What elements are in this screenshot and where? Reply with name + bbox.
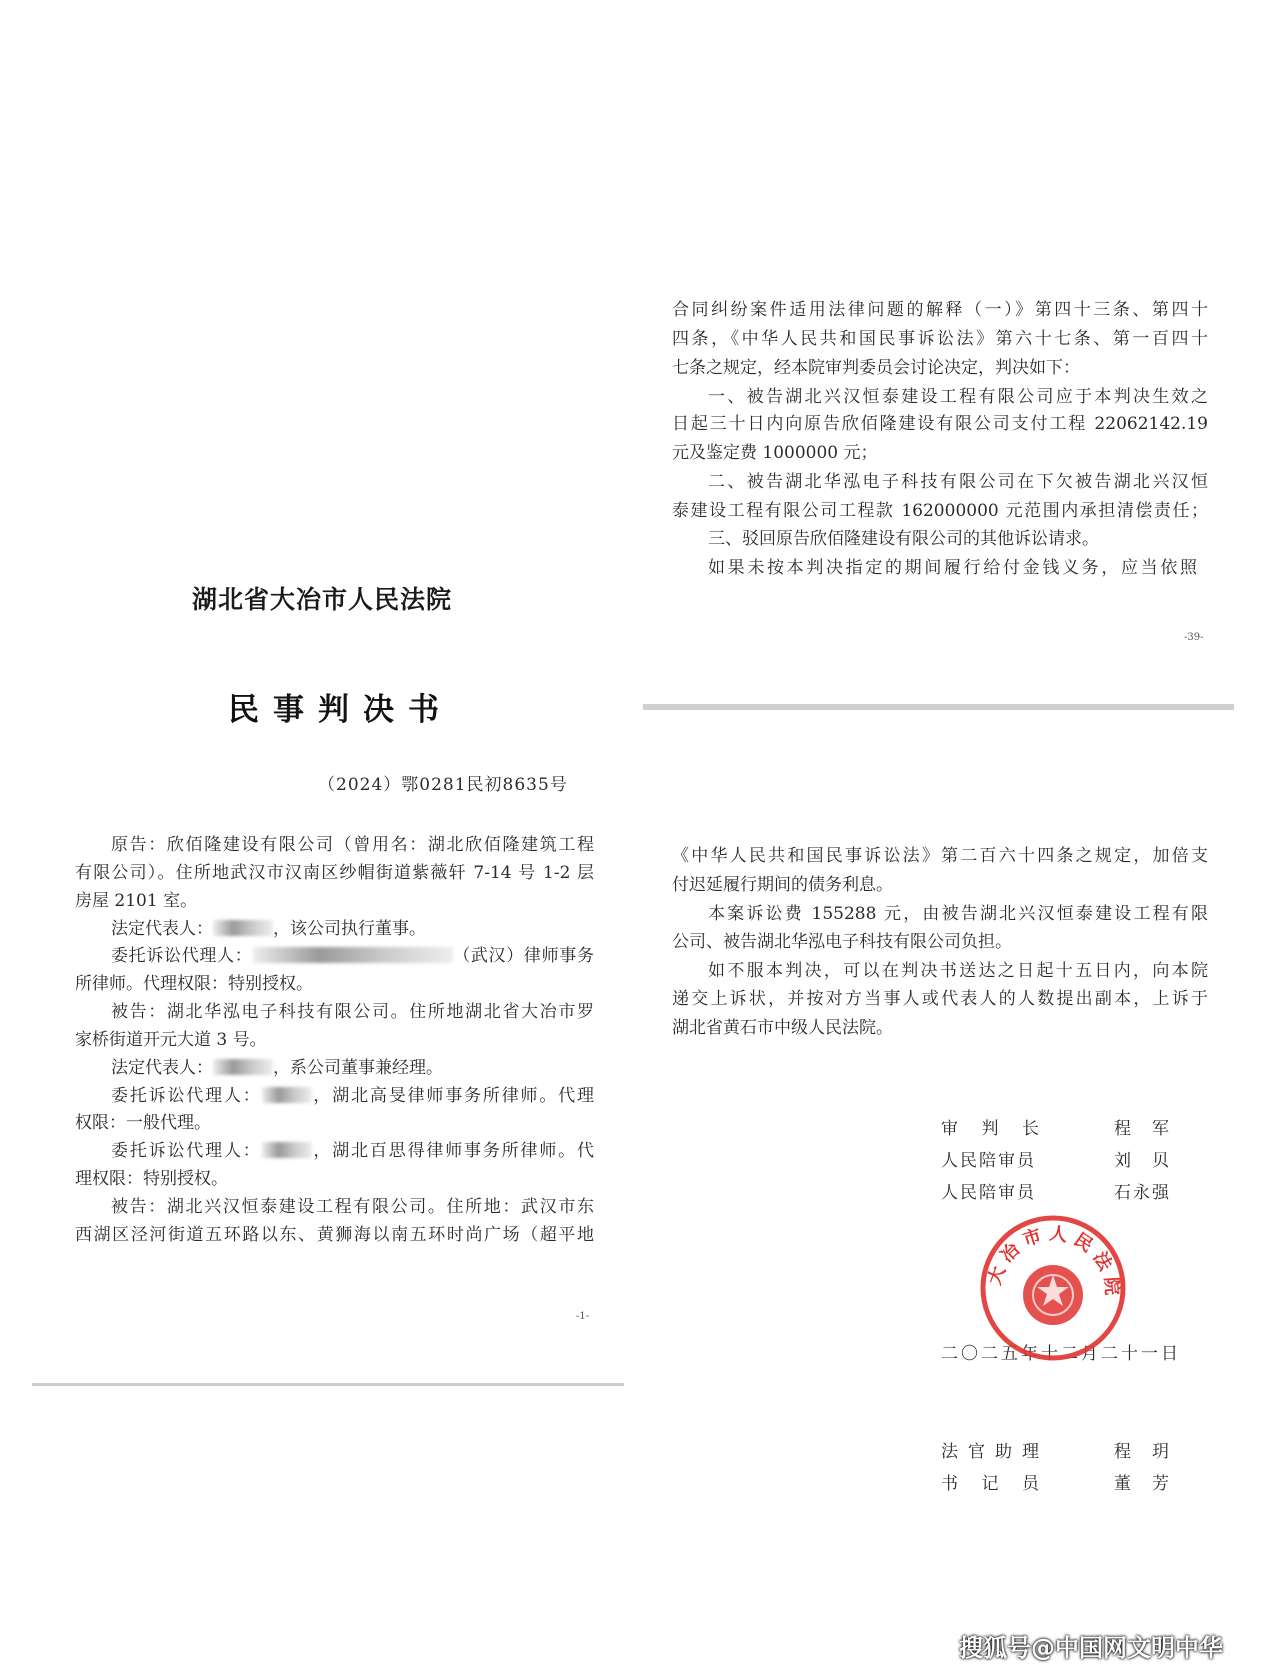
- text-line: 一、被告湖北兴汉恒泰建设工程有限公司应于本判决生效之: [708, 387, 1208, 407]
- text: ，该公司执行董事。: [273, 919, 426, 939]
- text-line: 元及鉴定费 1000000 元；: [672, 443, 878, 463]
- text: ，湖北百思得律师事务所律师。代: [311, 1141, 595, 1161]
- page-number: -39-: [1184, 632, 1204, 643]
- page-divider: [32, 1383, 624, 1386]
- text-line: [75, 945, 594, 967]
- label: 委托诉讼代理人：: [111, 1141, 262, 1161]
- text-line: 《中华人民共和国民事诉讼法》第二百六十四条之规定，加倍支: [672, 846, 1208, 866]
- signature-role: 人民陪审员: [941, 1183, 1036, 1203]
- clerk-name: 程 玥: [1114, 1442, 1171, 1462]
- text-line: 七条之规定，经本院审判委员会讨论决定，判决如下：: [672, 358, 1080, 378]
- text-line: [75, 1140, 594, 1162]
- text-line: 权限：一般代理。: [75, 1113, 211, 1133]
- text-line: [75, 1057, 594, 1079]
- text: ，系公司董事兼经理。: [273, 1058, 443, 1078]
- signature-role: 审 判 长: [941, 1119, 1041, 1139]
- text-line: 房屋 2101 室。: [75, 891, 198, 911]
- text-line: 递交上诉状，并按对方当事人或代表人的人数提出副本，上诉于: [672, 989, 1208, 1009]
- judgment-date: 二〇二五年十二月二十一日: [941, 1344, 1181, 1364]
- redacted-name: [262, 1087, 312, 1103]
- text-line: 二、被告湖北华泓电子科技有限公司在下欠被告湖北兴汉恒: [708, 472, 1208, 492]
- redacted-name: [262, 1142, 312, 1158]
- text-line: 被告：湖北华泓电子科技有限公司。住所地湖北省大冶市罗: [111, 1002, 594, 1022]
- text-line: 三、驳回原告欣佰隆建设有限公司的其他诉讼请求。: [708, 529, 1099, 549]
- label: 法定代表人：: [111, 1058, 213, 1078]
- text-line: 理权限：特别授权。: [75, 1169, 228, 1189]
- text-line: 合同纠纷案件适用法律问题的解释（一）》第四十三条、第四十: [672, 300, 1208, 320]
- svg-text:大冶市人民法院: 大冶市人民法院: [984, 1222, 1123, 1302]
- signature-role: 人民陪审员: [941, 1151, 1036, 1171]
- page-divider: [643, 704, 1234, 710]
- clerk-role: 法官助理: [941, 1442, 1041, 1462]
- redacted-name: [253, 947, 453, 963]
- text-line: 日起三十日内向原告欣佰隆建设有限公司支付工程 22062142.19: [672, 414, 1208, 434]
- text-line: 原告：欣佰隆建设有限公司（曾用名：湖北欣佰隆建筑工程: [111, 835, 594, 855]
- text-line: 如果未按本判决指定的期间履行给付金钱义务，应当依照: [708, 558, 1197, 578]
- text-line: [75, 1085, 594, 1107]
- clerk-name: 董 芳: [1114, 1474, 1171, 1494]
- clerk-role: 书 记 员: [941, 1474, 1041, 1494]
- court-seal-icon: [978, 1213, 1128, 1363]
- watermark: 搜狐号@中国网文明中华: [959, 1634, 1223, 1662]
- signature-name: 刘 贝: [1114, 1151, 1171, 1171]
- redacted-name: [213, 920, 273, 936]
- text-line: 如不服本判决，可以在判决书送达之日起十五日内，向本院: [708, 961, 1208, 981]
- text-line: [75, 918, 594, 940]
- case-number: （2024）鄂0281民初8635号: [318, 775, 568, 795]
- text-line: 本案诉讼费 155288 元，由被告湖北兴汉恒泰建设工程有限: [708, 904, 1208, 924]
- document-title: 民事判决书: [228, 692, 453, 728]
- page-number: -1-: [576, 1311, 590, 1322]
- label: 委托诉讼代理人：: [111, 946, 253, 966]
- text-line: 有限公司）。住所地武汉市汉南区纱帽街道紫薇轩 7-14 号 1-2 层: [75, 863, 594, 883]
- text: （武汉）律师事务: [452, 946, 594, 966]
- text: ，湖北高旻律师事务所律师。代理: [311, 1086, 595, 1106]
- text-line: 所律师。代理权限：特别授权。: [75, 974, 313, 994]
- signature-name: 程 军: [1114, 1119, 1171, 1139]
- text-line: 被告：湖北兴汉恒泰建设工程有限公司。住所地：武汉市东: [111, 1197, 594, 1217]
- court-name: 湖北省大冶市人民法院: [192, 585, 453, 614]
- signature-name: 石永强: [1114, 1183, 1171, 1203]
- text-line: 公司、被告湖北华泓电子科技有限公司负担。: [672, 932, 1012, 952]
- text-line: 西湖区泾河街道五环路以东、黄狮海以南五环时尚广场（超平地: [75, 1225, 594, 1245]
- label: 委托诉讼代理人：: [111, 1086, 262, 1106]
- label: 法定代表人：: [111, 919, 213, 939]
- text-line: 家桥街道开元大道 3 号。: [75, 1030, 267, 1050]
- text-line: 泰建设工程有限公司工程款 162000000 元范围内承担清偿责任；: [672, 501, 1208, 521]
- redacted-name: [213, 1059, 273, 1075]
- text-line: 湖北省黄石市中级人民法院。: [672, 1018, 893, 1038]
- text-line: 四条，《中华人民共和国民事诉讼法》第六十七条、第一百四十: [672, 329, 1208, 349]
- text-line: 付迟延履行期间的债务利息。: [672, 875, 893, 895]
